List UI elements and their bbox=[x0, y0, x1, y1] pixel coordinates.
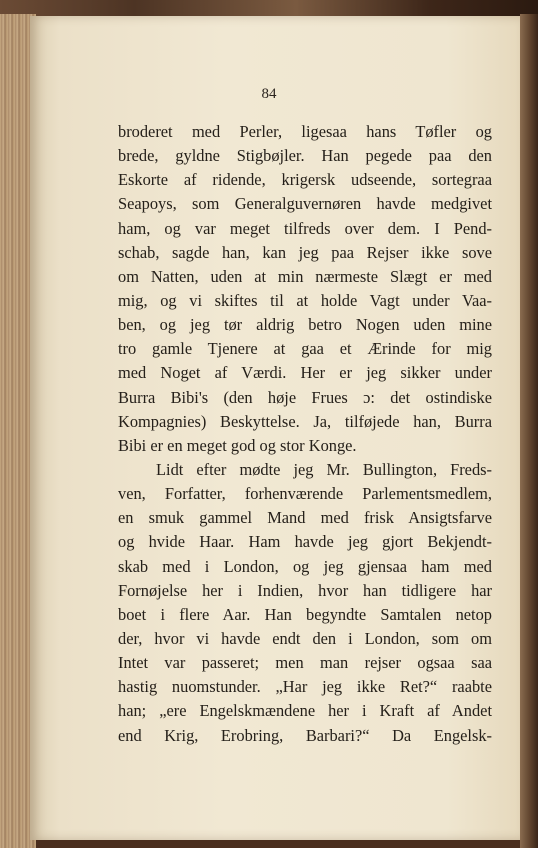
text-line: ven, Forfatter, forhenværende Parlementsmedlem, bbox=[118, 484, 492, 504]
text-line: Burra Bibi's (den høje Frues ɔ: det ostindiske bbox=[118, 387, 492, 407]
body-text bbox=[118, 120, 492, 748]
text-line: om Natten, uden at min nærmeste Slægt er med bbox=[118, 266, 492, 286]
text-line: tro gamle Tjenere at gaa et Ærinde for mig bbox=[118, 339, 492, 359]
text-line: han; „ere Engelskmændene her i Kraft af Andet bbox=[118, 701, 492, 721]
text-line: med Noget af Værdi. Her er jeg sikker under bbox=[118, 363, 492, 383]
text-line: end Krig, Erobring, Barbari?“ Da Engelsk- bbox=[118, 725, 492, 745]
text-line: Bibi er en meget god og stor Konge. bbox=[118, 435, 357, 455]
text-line: Fornøjelse her i Indien, hvor han tidligere har bbox=[118, 580, 492, 600]
text-line: Kompagnies) Beskyttelse. Ja, tilføjede han, Burra bbox=[118, 411, 492, 431]
text-line: boet i flere Aar. Han begyndte Samtalen netop bbox=[118, 604, 492, 624]
text-line: schab, sagde han, kan jeg paa Rejser ikke sove bbox=[118, 242, 492, 262]
text-line: mig, og vi skiftes til at holde Vagt under Vaa- bbox=[118, 290, 492, 310]
text-line: ben, og jeg tør aldrig betro Nogen uden mine bbox=[118, 315, 492, 335]
text-line: Seapoys, som Generalguvernøren havde medgivet bbox=[118, 194, 492, 214]
text-line: en smuk gammel Mand med frisk Ansigtsfarve bbox=[118, 508, 492, 528]
text-line: Lidt efter mødte jeg Mr. Bullington, Freds- bbox=[156, 459, 492, 479]
book-cover-edge bbox=[520, 14, 538, 848]
text-line: broderet med Perler, ligesaa hans Tøfler og bbox=[118, 122, 492, 141]
text-line: skab med i London, og jeg gjensaa ham med bbox=[118, 556, 492, 576]
page-number: 84 bbox=[261, 86, 277, 102]
text-line: brede, gyldne Stigbøjler. Han pegede paa den bbox=[118, 146, 492, 166]
text-line: Eskorte af ridende, krigersk udseende, sortegraa bbox=[118, 170, 492, 190]
text-line: og hvide Haar. Ham havde jeg gjort Bekjendt- bbox=[118, 532, 492, 552]
text-line: der, hvor vi havde endt den i London, som om bbox=[118, 628, 492, 648]
text-line: Intet var passeret; men man rejser ogsaa saa bbox=[118, 653, 492, 673]
text-line: hastig nuomstunder. „Har jeg ikke Ret?“ raabte bbox=[118, 677, 492, 697]
text-line: ham, og var meget tilfreds over dem. I Pend- bbox=[118, 218, 492, 238]
